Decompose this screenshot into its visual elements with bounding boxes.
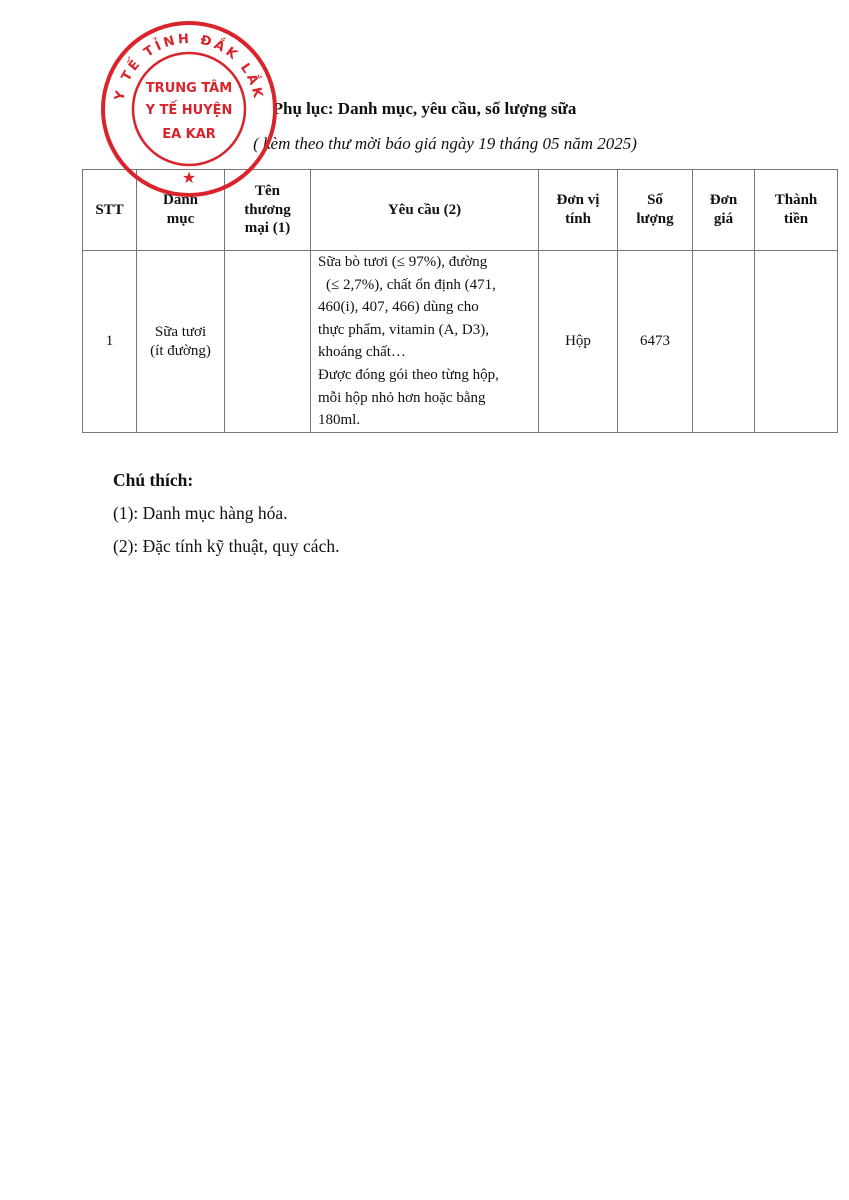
seal-star-icon: ★ — [181, 170, 197, 187]
table-row — [83, 251, 838, 433]
header-total — [755, 170, 838, 251]
requirement-line: 460(i), 407, 466) dùng cho — [318, 299, 479, 316]
cell-requirements — [311, 251, 539, 433]
cell-category-line: Sữa tươi — [154, 323, 207, 340]
requirement-line: khoáng chất… — [318, 344, 406, 361]
document-subtitle: ( kèm theo thư mời báo giá ngày 19 tháng 05 năm 2025) — [253, 134, 637, 153]
header-unit — [539, 170, 618, 251]
seal-line2: Y TẾ HUYỆN — [145, 103, 233, 118]
cell-total — [755, 251, 838, 433]
header-unit-line: tính — [565, 211, 591, 227]
note-item: (2): Đặc tính kỹ thuật, quy cách. — [113, 536, 340, 556]
document-title: Phụ lục: Danh mục, yêu cầu, số lượng sữa — [272, 99, 577, 118]
header-quantity-line: Số — [647, 192, 663, 209]
requirement-line: Sữa bò tươi (≤ 97%), đường — [318, 254, 488, 270]
cell-category-line: (ít đường) — [150, 342, 211, 359]
seal-line1: TRUNG TÂM — [145, 81, 233, 96]
notes-section — [113, 470, 339, 569]
requirement-line: 180ml. — [318, 412, 361, 429]
cell-category — [137, 251, 225, 433]
cell-stt: 1 — [83, 251, 137, 433]
notes-heading: Chú thích: — [113, 470, 194, 490]
seal-arc-path-text: Y TẾ TỈNH ĐẮK LẮK — [112, 31, 266, 102]
seal-line3: EA KAR — [162, 127, 216, 142]
cell-trade-name — [225, 251, 311, 433]
header-trade-name-line: thương — [244, 201, 291, 218]
requirement-line: thực phẩm, vitamin (A, D3), — [318, 321, 490, 338]
header-unit-price-line: Đơn — [709, 192, 738, 209]
header-quantity-line: lượng — [636, 211, 674, 227]
cell-quantity: 6473 — [618, 251, 693, 433]
requirement-line: mỗi hộp nhỏ hơn hoặc bằng — [318, 389, 486, 406]
items-table — [82, 169, 838, 433]
header-category-line: mục — [166, 211, 195, 227]
header-trade-name-line: Tên — [254, 182, 280, 199]
header-quantity — [618, 170, 693, 251]
note-item: (1): Danh mục hàng hóa. — [113, 503, 288, 523]
header-unit-line: Đơn vị — [556, 192, 600, 209]
header-trade-name-line: mại (1) — [244, 220, 291, 237]
requirement-line: (≤ 2,7%), chất ổn định (471, — [326, 276, 496, 293]
header-total-line: Thành — [774, 192, 818, 209]
official-seal — [98, 18, 280, 200]
cell-unit: Hộp — [539, 251, 618, 433]
header-category-line: Danh — [162, 192, 199, 209]
header-total-line: tiền — [783, 211, 809, 227]
requirement-line: Được đóng gói theo từng hộp, — [318, 366, 499, 383]
header-requirements: Yêu cầu (2) — [311, 170, 539, 251]
header-unit-price-line: giá — [713, 211, 734, 227]
cell-unit-price — [693, 251, 755, 433]
header-stt: STT — [83, 170, 137, 251]
header-unit-price — [693, 170, 755, 251]
